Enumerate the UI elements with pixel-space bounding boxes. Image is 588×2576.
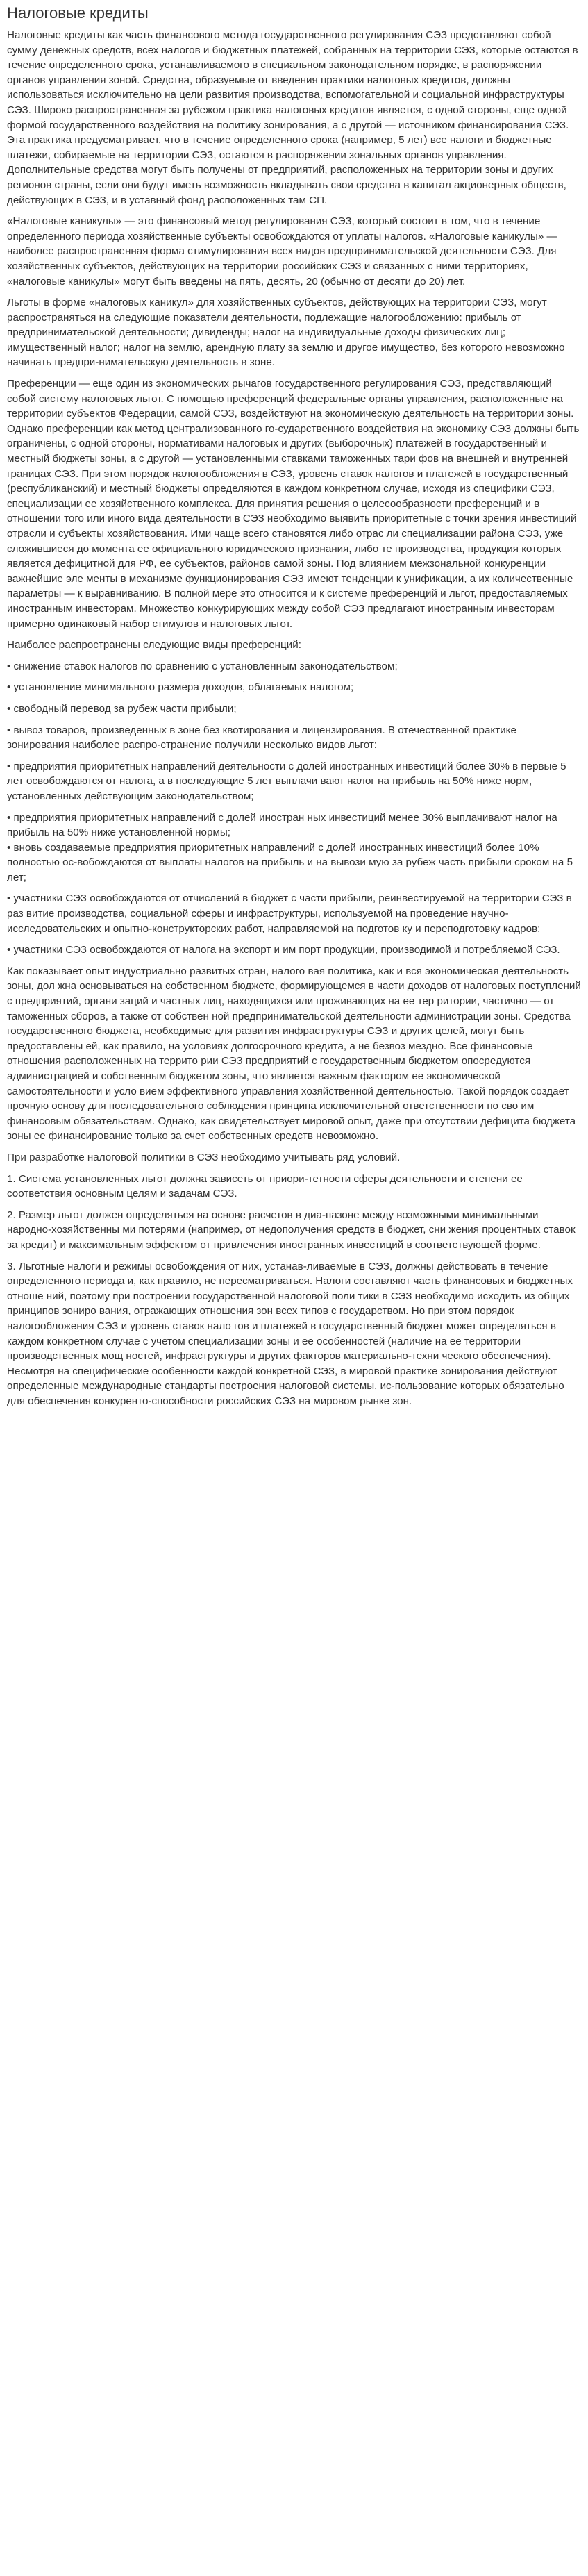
list-item-reinvestment: • участники СЭЗ освобождаются от отчислений в бюджет с части прибыли, реинвестируемой на территории СЭЗ в раз витие производства, социальной сферы и инфраструктуры, используемой на проведение научно-исследовательских и опытно-конструкторских работ, направляемой на подготов ку и переподготовку кадров; <box>7 892 572 935</box>
article-body <box>7 28 581 1409</box>
list-item-condition-3: 3. Льготные налоги и режимы освобождения от них, устанав-ливаемые в СЭЗ, должны действовать в течение определенного периода и, как правило, не пересматриваться. Налоги составляют часть финансовых и бюджетных отноше ний, поэтому при построении государственной налоговой поли тики в СЭЗ необходимо исходить из общих принципов зониро вания, отражающих отношения зон всех типов с государством. Но при этом порядок налогообложения СЭЗ и уровень ставок нало гов и платежей в государственный бюджет может определяться в каждом конкретном случае с учетом специализации зоны и ее особенностей (наличие на ее территории производственных мощ ностей, инфраструктуры и других факторов материально-техни ческого обеспечения). Несмотря на специфические особенности каждой конкретной СЭЗ, в мировой практике зонирования действуют определенные международные стандарты построения налоговой системы, ис-пользование которых обязательно для обеспечения конкуренто-способности российских СЭЗ на мировом рынке зон. <box>7 1260 573 1407</box>
article-title: Налоговые кредиты <box>7 4 149 22</box>
paragraph-preference-types-intro: Наиболее распространены следующие виды преференций: <box>7 639 301 651</box>
paragraph-preferences: Преференции — еще один из экономических рычагов государственного регулирования СЭЗ, представляющий собой систему налоговых льгот. С помощью преференций федеральные органы управления, расположенные на территории субъектов Федерации, самой СЭЗ, воздействуют на экономическую деятельность на территории зоны. Однако преференции как метод централизованного го-сударственного воздействия на экономику СЭЗ должны быть ограничены, с одной стороны, нормативами налоговых и других (выборочных) платежей в государственный и местный бюджеты зоны, а с другой — установленными ставками таможенных тари фов на внешней и внутренней границах СЭЗ. При этом порядок налогообложения в СЭЗ, уровень ставок налогов и платежей в государственный (республиканский) и местный бюджеты определяются в каждом конкретном случае, исходя из специфики СЭЗ, специализации ее хозяйственного комплекса. Для принятия решения о целесообразности преференций и в отношении того или иного вида деятельности в СЭЗ необходимо выявить приоритетные с точки зрения инвестиций отрасли и субъекты хозяйствования. Ими чаще всего становятся либо отрас ли специализации района СЭЗ, уже сложившиеся до момента ее официального юридического признания, либо те производства, продукция которых является дефицитной для РФ, ее субъектов, районов самой зоны. Под влиянием межзональной конкуренции важнейшие эле менты в механизме функционирования СЭЗ имеют тенденции к унификации, а их количественные параметры — к выравниванию. В полной мере это относится и к системе преференций и льгот, предоставляемых иностранным инвесторам. Множество конкурирующих между собой СЭЗ предлагают иностранным инвесторам примерно одинаковый набор стимулов и налоговых льгот. <box>7 378 580 630</box>
paragraph-budget-policy: Как показывает опыт индустриально развитых стран, налого вая политика, как и вся экономическая деятельность зоны, дол жна основываться на собственном бюджете, формирующемся в части доходов от налоговых поступлений с предприятий, органи заций и частных лиц, находящихся или проживающих на ее тер ритории, частично — от таможенных сборов, а также от собствен ной предпринимательской деятельности администрации зоны. Средства государственного бюджета, необходимые для развития инфраструктуры СЭЗ и других целей, могут быть предоставлены ей, как правило, на условиях долгосрочного кредита, а не безвоз мездно. Все финансовые отношения расположенных на террито рии СЭЗ предприятий с государственным бюджетом опосредуются администрацией и собственным бюджетом зоны, что является важным фактором ее экономической самостоятельности и усло вием эффективного управления хозяйственной деятельностью. Такой порядок создает прочную основу для последовательного соблюдения принципа исключительной ответственности по сво им финансовым обязательствам. Однако, как свидетельствует мировой опыт, даже при отсутствии дефицита бюджета зоны ее финансирование только за счет собственных средств невозможно. <box>7 965 581 1142</box>
paragraph-holiday-benefits: Льготы в форме «налоговых каникул» для хозяйственных субъектов, действующих на территории СЭЗ, могут распространяться на следующие показатели деятельности, подлежащие налогообложению: прибыль от предпринимательской деятельности; дивиденды; налог на индивидуальные доходы физических лиц; имущественный налог; налог на землю, арендную плату за землю и другое имущество, без которого невозможно начинать предпри-нимательскую деятельность в зоне. <box>7 297 565 369</box>
list-item-export-import-tax: • участники СЭЗ освобождаются от налога на экспорт и им порт продукции, производимой и потребляемой СЭЗ. <box>7 944 560 956</box>
paragraph-tax-credits: Налоговые кредиты как часть финансового метода государственного регулирования СЭЗ представляют собой сумму денежных средств, всех налогов и бюджетных платежей, собранных на территории СЭЗ, которые остаются в течение определенного срока, устанавливаемого в специальном законодательном порядке, в распоряжении органов управления зоной. Средства, образуемые от введения практики налоговых кредитов, должны использоваться исключительно на цели развития производства, вспомогательной и социальной инфраструктуры СЭЗ. Широко распространенная за рубежом практика налоговых кредитов является, с одной стороны, еще одной формой государственного воздействия на политику зонирования, а с другой — источником финансирования СЭЗ. Эта практика предусматривает, что в течение определенного срока (например, 5 лет) все налоги и бюджетные платежи, собираемые на территории СЭЗ, остаются в распоряжении зональных органов управления. Дополнительные средства могут быть получены от предприятий, расположенных на территории зоны и других регионов страны, если они будут иметь возможность вкладывать свои средства в капитал акционерных обществ, действующих в СЭЗ, и в уставный фонд расположенных там СП. <box>7 29 578 206</box>
list-item-tax-rate-reduction: • снижение ставок налогов по сравнению с установленным законодательством; <box>7 660 398 672</box>
list-item-priority-under-30: • предприятия приоритетных направлений с долей иностран ных инвестиций менее 30% выплачивают налог на прибыль на 50% ниже установленной нормы; • вновь создаваемые предприятия приоритетных направлений с долей иностранных инвестиций более 10% полностью ос-вобождаются от выплаты налогов на прибыль и на вывози мую за рубеж часть прибыли сроком на 5 лет; <box>7 811 573 883</box>
list-item-min-taxable-income: • установление минимального размера доходов, облагаемых налогом; <box>7 681 354 694</box>
paragraph-tax-holidays: «Налоговые каникулы» — это финансовый метод регулирования СЭЗ, который состоит в том, что в течение определенного периода хозяйственные субъекты освобождаются от уплаты налогов. «Налоговые каникулы» — наиболее распространенная форма стимулирования всех видов предпринимательской деятельности СЭЗ. Для хозяйственных субъектов, действующих на территории российских СЭЗ и связанных с ними территориях, «налоговые каникулы» могут быть введены на пять, десять, 20 (обычно от десяти до 20) лет. <box>7 215 557 288</box>
list-item-profit-transfer: • свободный перевод за рубеж части прибыли; <box>7 702 237 715</box>
paragraph-conditions-intro: При разработке налоговой политики в СЭЗ необходимо учитывать ряд условий. <box>7 1151 401 1163</box>
list-item-condition-2: 2. Размер льгот должен определяться на основе расчетов в диа-пазоне между возможными минимальными народно-хозяйственны ми потерями (например, от недополучения средств в бюджет, сни жения процентных ставок за кредит) и максимальным эффектом от привлечения иностранных инвестиций в соответствующей форме. <box>7 1208 576 1251</box>
list-item-priority-over-30: • предприятия приоритетных направлений деятельности с долей иностранных инвестиций более 30% в первые 5 лет освобождаются от налога, а в последующие 5 лет выплачи вают налог на прибыль на 50% ниже норм, установленных действующим законодательством; <box>7 760 566 802</box>
list-item-condition-1: 1. Система установленных льгот должна зависеть от приори-тетности сферы деятельности и степени ее соответствия основным целям и задачам СЭЗ. <box>7 1172 523 1200</box>
list-item-goods-export: • вывоз товаров, произведенных в зоне без квотирования и лицензирования. В отечественной практике зонирования наиболее распро-странение получили несколько видов льгот: <box>7 724 516 751</box>
